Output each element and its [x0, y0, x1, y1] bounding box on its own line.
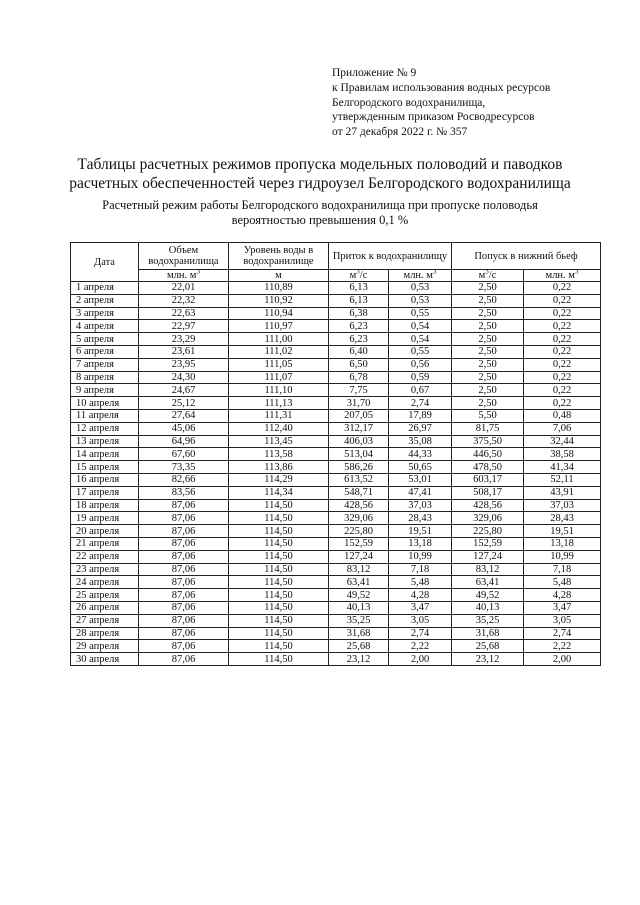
- cell-inflow-volume: 3,47: [389, 601, 452, 614]
- table-row: [71, 550, 601, 563]
- cell-level: 114,50: [229, 589, 329, 602]
- cell-release-rate: 225,80: [452, 525, 524, 538]
- cell-volume: 87,06: [139, 640, 229, 653]
- appendix-line: Приложение № 9: [332, 67, 417, 79]
- cell-volume: 64,96: [139, 435, 229, 448]
- table-row: [71, 371, 601, 384]
- cell-date: 7 апреля: [71, 358, 139, 371]
- cell-inflow-volume: 10,99: [389, 550, 452, 563]
- header-date: Дата: [71, 243, 139, 282]
- cell-release-volume: 41,34: [524, 461, 601, 474]
- cell-volume: 22,32: [139, 294, 229, 307]
- table-row: [71, 499, 601, 512]
- cell-inflow-volume: 17,89: [389, 409, 452, 422]
- cell-release-volume: 0,22: [524, 384, 601, 397]
- cell-inflow-rate: 548,71: [329, 486, 389, 499]
- appendix-line: от 27 декабря 2022 г. № 357: [332, 126, 468, 139]
- cell-date: 29 апреля: [71, 640, 139, 653]
- cell-date: 15 апреля: [71, 461, 139, 474]
- cell-release-rate: 23,12: [452, 653, 524, 666]
- appendix-block: [332, 66, 550, 140]
- cell-volume: 22,97: [139, 320, 229, 333]
- table-row: [71, 384, 601, 397]
- cell-release-rate: 81,75: [452, 422, 524, 435]
- cell-release-rate: 40,13: [452, 601, 524, 614]
- cell-inflow-rate: 6,78: [329, 371, 389, 384]
- cell-level: 110,94: [229, 307, 329, 320]
- cell-level: 111,05: [229, 358, 329, 371]
- cell-level: 114,34: [229, 486, 329, 499]
- cell-date: 27 апреля: [71, 614, 139, 627]
- table-row: [71, 614, 601, 627]
- table-row: [71, 576, 601, 589]
- cell-release-rate: 35,25: [452, 614, 524, 627]
- header-release: Попуск в нижний бьеф: [452, 243, 601, 270]
- cell-date: 30 апреля: [71, 653, 139, 666]
- cell-date: 20 апреля: [71, 525, 139, 538]
- cell-volume: 73,35: [139, 461, 229, 474]
- cell-date: 21 апреля: [71, 537, 139, 550]
- cell-inflow-volume: 28,43: [389, 512, 452, 525]
- table-caption: [0, 198, 640, 228]
- cell-date: 3 апреля: [71, 307, 139, 320]
- cell-inflow-volume: 0,67: [389, 384, 452, 397]
- cell-volume: 87,06: [139, 499, 229, 512]
- cell-level: 114,50: [229, 512, 329, 525]
- table-row: [71, 640, 601, 653]
- cell-release-rate: 25,68: [452, 640, 524, 653]
- unit-inflow-rate: $м^3/с$: [329, 270, 389, 282]
- cell-release-rate: 2,50: [452, 307, 524, 320]
- unit-inflow-volume: млн. $м^3$: [389, 270, 452, 282]
- cell-level: 110,89: [229, 282, 329, 295]
- cell-release-volume: 4,28: [524, 589, 601, 602]
- cell-release-volume: 3,47: [524, 601, 601, 614]
- cell-release-rate: 2,50: [452, 345, 524, 358]
- cell-date: 10 апреля: [71, 397, 139, 410]
- cell-date: 23 апреля: [71, 563, 139, 576]
- cell-release-rate: 2,50: [452, 397, 524, 410]
- cell-inflow-volume: 3,05: [389, 614, 452, 627]
- cell-level: 114,50: [229, 627, 329, 640]
- regime-table: [70, 242, 601, 666]
- cell-release-volume: 0,22: [524, 358, 601, 371]
- cell-level: 113,45: [229, 435, 329, 448]
- cell-inflow-volume: 53,01: [389, 473, 452, 486]
- cell-level: 111,13: [229, 397, 329, 410]
- cell-release-volume: 37,03: [524, 499, 601, 512]
- cell-date: 1 апреля: [71, 282, 139, 295]
- caption-line-1: Расчетный режим работы Белгородского водохранилища при пропуске половодья: [102, 198, 538, 212]
- cell-volume: 82,66: [139, 473, 229, 486]
- cell-inflow-volume: 4,28: [389, 589, 452, 602]
- cell-inflow-volume: 26,97: [389, 422, 452, 435]
- cell-release-rate: 152,59: [452, 537, 524, 550]
- cell-date: 11 апреля: [71, 409, 139, 422]
- cell-inflow-rate: 31,70: [329, 397, 389, 410]
- cell-inflow-rate: 40,13: [329, 601, 389, 614]
- title-line-2: расчетных обеспеченностей через гидроузел Белгородского водохранилища: [69, 175, 571, 192]
- cell-release-volume: 0,48: [524, 409, 601, 422]
- cell-inflow-rate: 513,04: [329, 448, 389, 461]
- cell-date: 5 апреля: [71, 333, 139, 346]
- cell-release-volume: 19,51: [524, 525, 601, 538]
- unit-level: м: [229, 270, 329, 282]
- cell-date: 25 апреля: [71, 589, 139, 602]
- appendix-line: к Правилам использования водных ресурсов: [332, 81, 551, 94]
- cell-volume: 25,12: [139, 397, 229, 410]
- cell-volume: 87,06: [139, 589, 229, 602]
- document-title: [0, 155, 640, 193]
- cell-release-volume: 0,22: [524, 294, 601, 307]
- cell-date: 24 апреля: [71, 576, 139, 589]
- cell-release-volume: 0,22: [524, 320, 601, 333]
- cell-release-rate: 508,17: [452, 486, 524, 499]
- cell-volume: 87,06: [139, 512, 229, 525]
- cell-inflow-rate: 25,68: [329, 640, 389, 653]
- cell-release-rate: 2,50: [452, 371, 524, 384]
- table-row: [71, 589, 601, 602]
- cell-level: 111,31: [229, 409, 329, 422]
- cell-release-rate: 49,52: [452, 589, 524, 602]
- cell-volume: 67,60: [139, 448, 229, 461]
- cell-inflow-volume: 19,51: [389, 525, 452, 538]
- cell-release-rate: 127,24: [452, 550, 524, 563]
- caption-line-2: вероятностью превышения 0,1 %: [231, 213, 409, 227]
- cell-inflow-volume: 0,59: [389, 371, 452, 384]
- cell-level: 110,97: [229, 320, 329, 333]
- table-row: [71, 409, 601, 422]
- cell-inflow-volume: 0,54: [389, 320, 452, 333]
- table-row: [71, 294, 601, 307]
- table-row: [71, 512, 601, 525]
- unit-release-volume: млн. $м^3$: [524, 270, 601, 282]
- cell-inflow-volume: 2,22: [389, 640, 452, 653]
- cell-date: 14 апреля: [71, 448, 139, 461]
- cell-inflow-rate: 31,68: [329, 627, 389, 640]
- appendix-line: Белгородского водохранилища,: [332, 96, 486, 109]
- cell-release-rate: 2,50: [452, 282, 524, 295]
- cell-inflow-rate: 23,12: [329, 653, 389, 666]
- cell-volume: 83,56: [139, 486, 229, 499]
- cell-level: 114,50: [229, 640, 329, 653]
- unit-release-rate: $м^3/с$: [452, 270, 524, 282]
- cell-release-rate: 428,56: [452, 499, 524, 512]
- cell-release-rate: 2,50: [452, 320, 524, 333]
- cell-inflow-rate: 6,23: [329, 333, 389, 346]
- cell-release-volume: 0,22: [524, 307, 601, 320]
- cell-inflow-rate: 63,41: [329, 576, 389, 589]
- cell-level: 111,00: [229, 333, 329, 346]
- cell-release-volume: 38,58: [524, 448, 601, 461]
- cell-inflow-volume: 35,08: [389, 435, 452, 448]
- cell-release-rate: 446,50: [452, 448, 524, 461]
- cell-inflow-rate: 6,40: [329, 345, 389, 358]
- cell-release-rate: 5,50: [452, 409, 524, 422]
- cell-date: 28 апреля: [71, 627, 139, 640]
- cell-release-rate: 2,50: [452, 384, 524, 397]
- cell-volume: 22,63: [139, 307, 229, 320]
- cell-level: 113,86: [229, 461, 329, 474]
- cell-level: 114,50: [229, 537, 329, 550]
- cell-volume: 87,06: [139, 563, 229, 576]
- table-row: [71, 345, 601, 358]
- appendix-line: утвержденным приказом Росводресурсов: [332, 111, 535, 124]
- cell-inflow-rate: 6,23: [329, 320, 389, 333]
- cell-date: 26 апреля: [71, 601, 139, 614]
- table-row: [71, 601, 601, 614]
- table-row: [71, 627, 601, 640]
- cell-volume: 22,01: [139, 282, 229, 295]
- cell-volume: 24,67: [139, 384, 229, 397]
- cell-volume: 87,06: [139, 525, 229, 538]
- cell-inflow-volume: 5,48: [389, 576, 452, 589]
- cell-inflow-rate: 586,26: [329, 461, 389, 474]
- table-row: [71, 333, 601, 346]
- cell-release-rate: 603,17: [452, 473, 524, 486]
- cell-level: 111,02: [229, 345, 329, 358]
- header-level: Уровень воды в водохранилище: [229, 243, 329, 270]
- cell-release-volume: 7,18: [524, 563, 601, 576]
- cell-inflow-volume: 0,56: [389, 358, 452, 371]
- table-row: [71, 397, 601, 410]
- cell-date: 22 апреля: [71, 550, 139, 563]
- cell-level: 112,40: [229, 422, 329, 435]
- cell-date: 13 апреля: [71, 435, 139, 448]
- cell-release-rate: 375,50: [452, 435, 524, 448]
- cell-release-volume: 3,05: [524, 614, 601, 627]
- cell-date: 16 апреля: [71, 473, 139, 486]
- cell-volume: 87,06: [139, 576, 229, 589]
- table-row: [71, 537, 601, 550]
- table-row: [71, 358, 601, 371]
- cell-inflow-volume: 7,18: [389, 563, 452, 576]
- cell-release-volume: 43,91: [524, 486, 601, 499]
- cell-level: 114,50: [229, 563, 329, 576]
- cell-inflow-volume: 0,53: [389, 294, 452, 307]
- cell-release-volume: 13,18: [524, 537, 601, 550]
- cell-inflow-volume: 0,54: [389, 333, 452, 346]
- cell-inflow-rate: 6,13: [329, 282, 389, 295]
- cell-inflow-rate: 207,05: [329, 409, 389, 422]
- cell-release-volume: 2,00: [524, 653, 601, 666]
- cell-date: 2 апреля: [71, 294, 139, 307]
- cell-volume: 87,06: [139, 614, 229, 627]
- cell-inflow-rate: 329,06: [329, 512, 389, 525]
- cell-inflow-volume: 50,65: [389, 461, 452, 474]
- title-line-1: Таблицы расчетных режимов пропуска модельных половодий и паводков: [77, 156, 563, 173]
- cell-release-volume: 52,11: [524, 473, 601, 486]
- cell-release-volume: 2,74: [524, 627, 601, 640]
- cell-date: 18 апреля: [71, 499, 139, 512]
- cell-release-rate: 2,50: [452, 294, 524, 307]
- cell-release-volume: 10,99: [524, 550, 601, 563]
- cell-inflow-rate: 613,52: [329, 473, 389, 486]
- cell-release-volume: 2,22: [524, 640, 601, 653]
- cell-inflow-volume: 0,55: [389, 307, 452, 320]
- cell-release-rate: 83,12: [452, 563, 524, 576]
- cell-release-rate: 329,06: [452, 512, 524, 525]
- cell-release-rate: 63,41: [452, 576, 524, 589]
- cell-inflow-rate: 49,52: [329, 589, 389, 602]
- cell-level: 114,50: [229, 550, 329, 563]
- cell-volume: 23,61: [139, 345, 229, 358]
- table-row: [71, 422, 601, 435]
- cell-volume: 87,06: [139, 550, 229, 563]
- cell-inflow-volume: 2,74: [389, 397, 452, 410]
- cell-release-volume: 0,22: [524, 371, 601, 384]
- cell-date: 6 апреля: [71, 345, 139, 358]
- cell-date: 4 апреля: [71, 320, 139, 333]
- cell-date: 17 апреля: [71, 486, 139, 499]
- cell-level: 114,50: [229, 576, 329, 589]
- cell-release-volume: 5,48: [524, 576, 601, 589]
- cell-level: 114,50: [229, 653, 329, 666]
- cell-inflow-volume: 44,33: [389, 448, 452, 461]
- cell-level: 113,58: [229, 448, 329, 461]
- table-row: [71, 461, 601, 474]
- cell-inflow-rate: 6,13: [329, 294, 389, 307]
- cell-release-volume: 0,22: [524, 345, 601, 358]
- cell-release-rate: 2,50: [452, 333, 524, 346]
- cell-inflow-volume: 2,74: [389, 627, 452, 640]
- cell-release-rate: 2,50: [452, 358, 524, 371]
- cell-inflow-rate: 127,24: [329, 550, 389, 563]
- cell-inflow-rate: 6,38: [329, 307, 389, 320]
- cell-release-volume: 7,06: [524, 422, 601, 435]
- cell-volume: 23,95: [139, 358, 229, 371]
- cell-inflow-volume: 2,00: [389, 653, 452, 666]
- table-row: [71, 486, 601, 499]
- cell-inflow-rate: 35,25: [329, 614, 389, 627]
- cell-level: 111,07: [229, 371, 329, 384]
- cell-inflow-rate: 152,59: [329, 537, 389, 550]
- cell-release-volume: 0,22: [524, 282, 601, 295]
- cell-level: 114,50: [229, 525, 329, 538]
- table-row: [71, 435, 601, 448]
- cell-inflow-rate: 6,50: [329, 358, 389, 371]
- table-body: [71, 282, 601, 666]
- unit-volume: млн. $м^3$: [139, 270, 229, 282]
- cell-inflow-volume: 0,55: [389, 345, 452, 358]
- cell-date: 12 апреля: [71, 422, 139, 435]
- cell-inflow-rate: 225,80: [329, 525, 389, 538]
- table-row: [71, 525, 601, 538]
- cell-release-volume: 28,43: [524, 512, 601, 525]
- cell-release-volume: 0,22: [524, 333, 601, 346]
- cell-volume: 87,06: [139, 601, 229, 614]
- cell-inflow-rate: 428,56: [329, 499, 389, 512]
- cell-inflow-volume: 37,03: [389, 499, 452, 512]
- cell-volume: 24,30: [139, 371, 229, 384]
- cell-date: 9 апреля: [71, 384, 139, 397]
- table-row: [71, 653, 601, 666]
- table-row: [71, 282, 601, 295]
- cell-volume: 27,64: [139, 409, 229, 422]
- cell-level: 114,50: [229, 499, 329, 512]
- cell-level: 111,10: [229, 384, 329, 397]
- table-row: [71, 448, 601, 461]
- cell-level: 114,29: [229, 473, 329, 486]
- cell-volume: 45,06: [139, 422, 229, 435]
- cell-release-rate: 478,50: [452, 461, 524, 474]
- table-row: [71, 307, 601, 320]
- table-row: [71, 563, 601, 576]
- cell-release-volume: 0,22: [524, 397, 601, 410]
- cell-level: 114,50: [229, 601, 329, 614]
- header-volume: Объем водохранилища: [139, 243, 229, 270]
- cell-inflow-rate: 406,03: [329, 435, 389, 448]
- cell-inflow-volume: 47,41: [389, 486, 452, 499]
- cell-level: 114,50: [229, 614, 329, 627]
- cell-date: 8 апреля: [71, 371, 139, 384]
- cell-volume: 87,06: [139, 653, 229, 666]
- cell-date: 19 апреля: [71, 512, 139, 525]
- cell-inflow-rate: 83,12: [329, 563, 389, 576]
- cell-inflow-volume: 13,18: [389, 537, 452, 550]
- cell-level: 110,92: [229, 294, 329, 307]
- cell-inflow-rate: 7,75: [329, 384, 389, 397]
- header-inflow: Приток к водохранилищу: [329, 243, 452, 270]
- cell-volume: 87,06: [139, 627, 229, 640]
- table-row: [71, 473, 601, 486]
- cell-inflow-volume: 0,53: [389, 282, 452, 295]
- cell-inflow-rate: 312,17: [329, 422, 389, 435]
- cell-volume: 23,29: [139, 333, 229, 346]
- cell-release-rate: 31,68: [452, 627, 524, 640]
- table-row: [71, 320, 601, 333]
- cell-volume: 87,06: [139, 537, 229, 550]
- cell-release-volume: 32,44: [524, 435, 601, 448]
